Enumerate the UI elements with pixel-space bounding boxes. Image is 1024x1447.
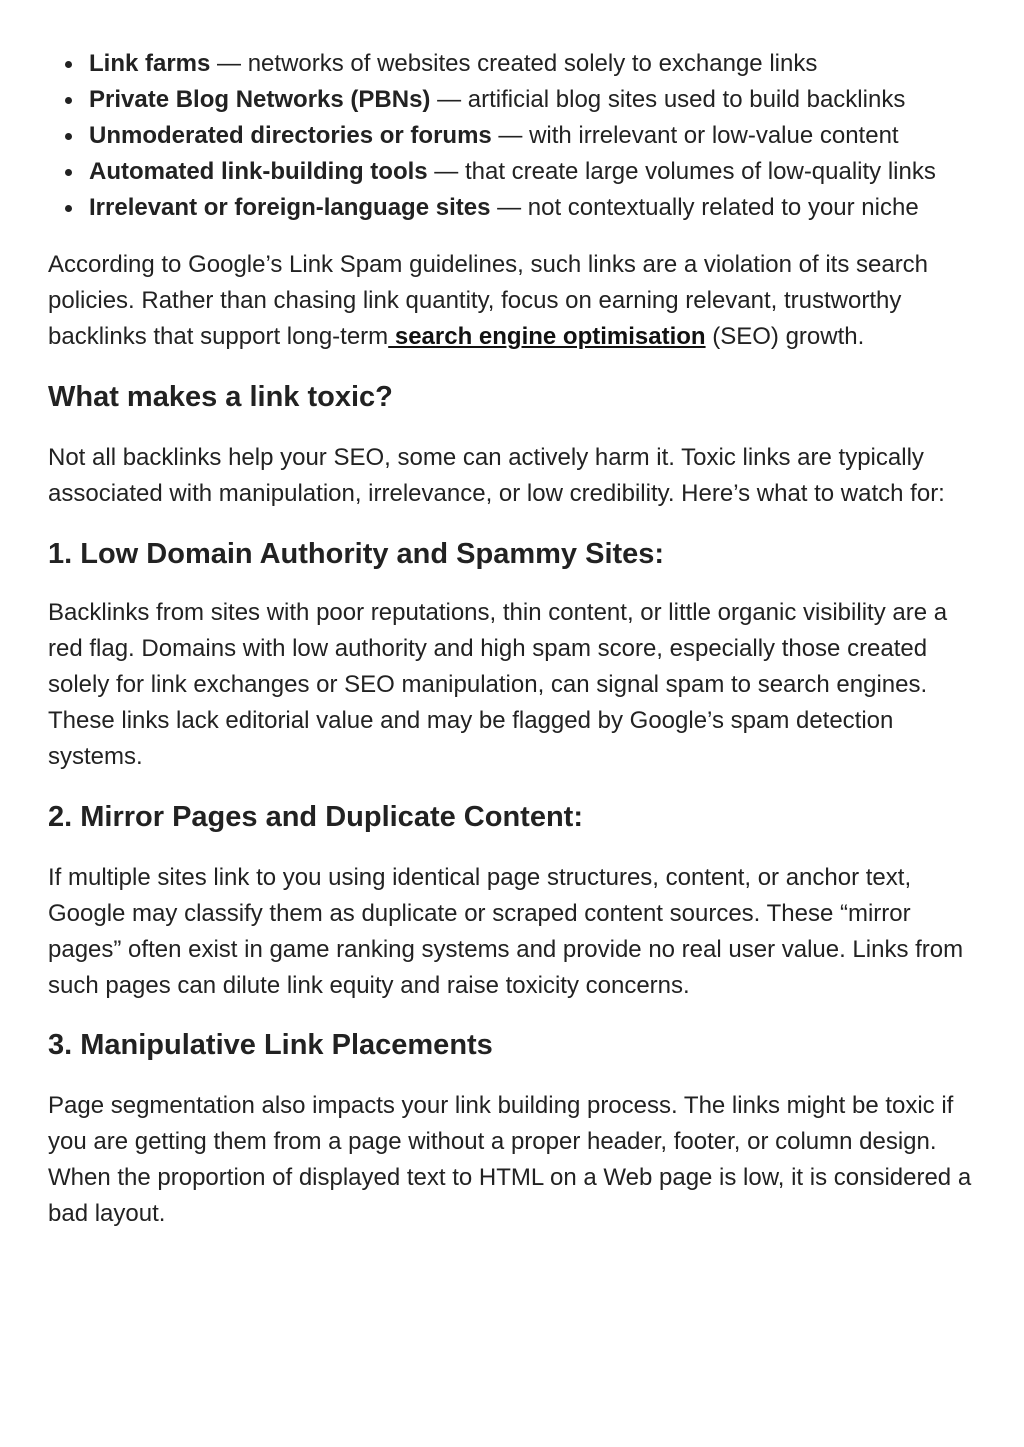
section-body-mirror-pages: If multiple sites link to you using identical page structures, content, or anchor text, Google may classify them as duplicate or scraped content sources. These “mirror pages” often exist in game ranking systems and provide no real user value. Links from such pages can dilute link equity and raise toxicity concerns. <box>48 864 964 999</box>
list-item <box>89 154 976 190</box>
list-item-term: Unmoderated directories or forums <box>89 122 492 149</box>
list-item <box>89 82 976 118</box>
list-item <box>89 118 976 154</box>
section-body-toxic: Not all backlinks help your SEO, some can actively harm it. Toxic links are typically associated with manipulation, irrelevance, or low credibility. Here’s what to watch for: <box>48 444 945 507</box>
seo-link[interactable]: search engine optimisation <box>388 323 706 350</box>
section-heading-manipulative-placements: 3. Manipulative Link Placements <box>48 1029 493 1061</box>
list-item-term: Link farms <box>89 50 211 77</box>
intro-text-after: (SEO) growth. <box>705 323 865 350</box>
intro-text-before: According to Google’s Link Spam guidelines, such links are a violation of its search policies. Rather than chasing link quantity, focus on earning relevant, trustworthy backlinks that support long-term <box>48 251 929 350</box>
list-item <box>89 190 976 226</box>
list-item-term: Irrelevant or foreign-language sites <box>89 194 491 221</box>
list-item-description: — artificial blog sites used to build backlinks <box>430 86 906 113</box>
section-body-low-authority: Backlinks from sites with poor reputations, thin content, or little organic visibility are a red flag. Domains with low authority and high spam score, especially those created solely for link exchanges or SEO manipulation, can signal spam to search engines. These links lack editorial value and may be flagged by Google’s spam detection systems. <box>48 599 948 770</box>
list-item-description: — with irrelevant or low-value content <box>491 122 899 149</box>
list-item-description: — that create large volumes of low-quality links <box>427 158 936 185</box>
section-heading-toxic: What makes a link toxic? <box>48 381 393 413</box>
intro-paragraph <box>48 247 976 355</box>
toxic-link-types-list <box>48 0 976 226</box>
list-item-term: Automated link-building tools <box>89 158 428 185</box>
section-heading-mirror-pages: 2. Mirror Pages and Duplicate Content: <box>48 801 583 833</box>
list-item-term: Private Blog Networks (PBNs) <box>89 86 431 113</box>
section-body-manipulative-placements: Page segmentation also impacts your link building process. The links might be toxic if you are getting them from a page without a proper header, footer, or column design. When the proportion of displayed text to HTML on a Web page is low, it is considered a bad layout. <box>48 1092 972 1227</box>
list-item-description: — not contextually related to your niche <box>490 194 919 221</box>
list-item <box>89 46 976 82</box>
section-heading-low-authority: 1. Low Domain Authority and Spammy Sites: <box>48 538 665 570</box>
list-item-description: — networks of websites created solely to exchange links <box>210 50 818 77</box>
